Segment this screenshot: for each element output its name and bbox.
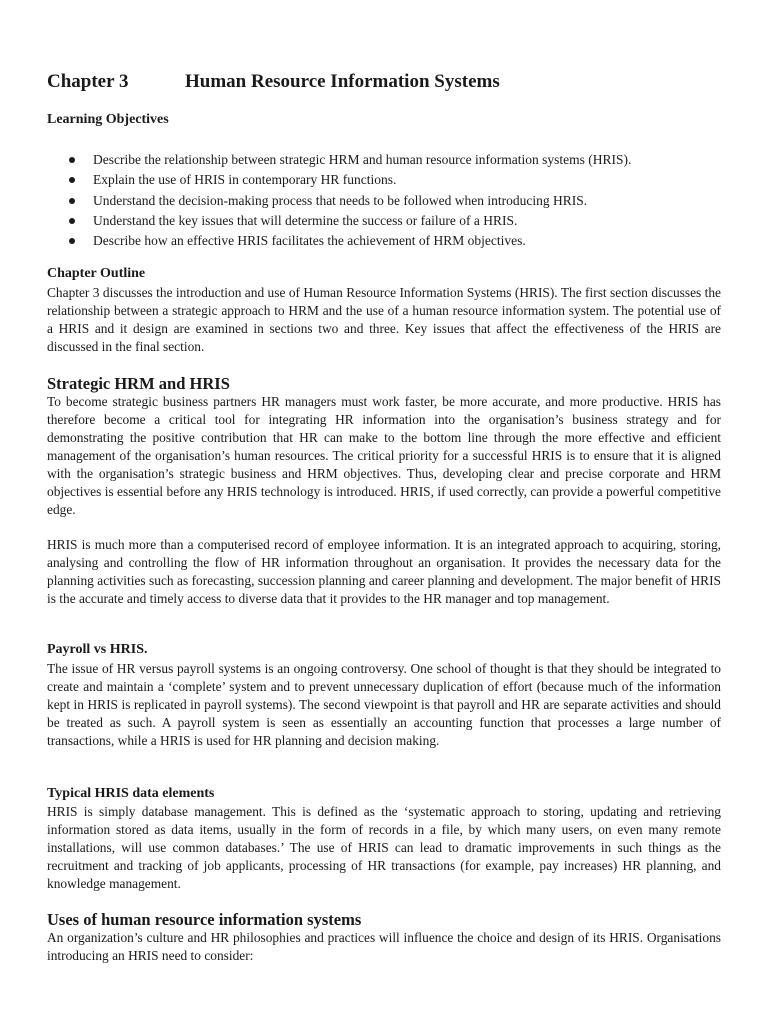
list-item: Describe how an effective HRIS facilitates the achievement of HRM objectives.	[47, 231, 631, 251]
list-item: Understand the decision-making process that needs to be followed when introducing HRIS.	[47, 191, 631, 211]
chapter-name: Human Resource Information Systems	[185, 71, 500, 92]
learning-objectives-list	[47, 150, 631, 251]
uses-heading: Uses of human resource information systems	[47, 910, 362, 929]
chapter-outline-text: Chapter 3 discusses the introduction and use of Human Resource Information Systems (HRIS). The first section discusses the relationship between a strategic approach to HRM and the use of a human resource information system. The potential use of a HRIS and it design are examined in sections two and three. Key issues that affect the effectiveness of the HRIS are discussed in the final section.	[47, 285, 721, 354]
payroll-heading: Payroll vs HRIS.	[47, 642, 148, 657]
bullet-icon	[69, 238, 75, 244]
uses-text: An organization’s culture and HR philosophies and practices will influence the choice and design of its HRIS. Organisations introducing an HRIS need to consider:	[47, 930, 721, 963]
data-elements-heading: Typical HRIS data elements	[47, 786, 215, 801]
bullet-icon	[69, 177, 75, 183]
data-elements-text: HRIS is simply database management. This is defined as the ‘systematic approach to storing, updating and retrieving information stored as data items, usually in the form of records in a file, by which many users, on even many remote installations, will use common databases.’ The use of HRIS can lead to dramatic improvements in such things as the recruitment and tracking of job applicants, processing of HR transactions (for example, pay increases) HR planning, and knowledge management.	[47, 804, 721, 891]
list-item: Understand the key issues that will determine the success or failure of a HRIS.	[47, 211, 631, 231]
chapter-number: Chapter 3	[47, 71, 129, 92]
strategic-hrm-paragraph-2: HRIS is much more than a computerised record of employee information. It is an integrated approach to acquiring, storing, analysing and controlling the flow of HR information throughout an organisation. It provides the necessary data for the planning activities such as forecasting, succession planning and career planning and development. The major benefit of HRIS is the accurate and timely access to diverse data that it provides to the HR manager and top management.	[47, 537, 721, 606]
bullet-icon	[69, 157, 75, 163]
bullet-icon	[69, 218, 75, 224]
learning-objectives-heading: Learning Objectives	[47, 112, 169, 127]
strategic-hrm-heading: Strategic HRM and HRIS	[47, 374, 230, 393]
chapter-outline-heading: Chapter Outline	[47, 266, 146, 281]
chapter-title	[47, 71, 500, 93]
payroll-text: The issue of HR versus payroll systems is an ongoing controversy. One school of thought is that they should be integrated to create and maintain a ‘complete’ system and to prevent unnecessary duplication of effort (because much of the information kept in HRIS is replicated in payroll systems). The second viewpoint is that payroll and HR are separate activities and should be treated as such. A payroll system is seen as essentially an accounting function that processes a large number of transactions, while a HRIS is used for HR planning and decision making.	[47, 661, 721, 748]
list-item: Describe the relationship between strategic HRM and human resource information systems (HRIS).	[47, 150, 631, 170]
bullet-icon	[69, 198, 75, 204]
list-item: Explain the use of HRIS in contemporary HR functions.	[47, 170, 631, 190]
strategic-hrm-paragraph-1: To become strategic business partners HR managers must work faster, be more accurate, and more productive. HRIS has therefore become a critical tool for integrating HR information into the organisation’s business strategy and for demonstrating the positive contribution that HR can make to the bottom line through the more effective and efficient management of the organisation’s human resources. The critical priority for a successful HRIS is to ensure that it is aligned with the organisation’s strategic business and HRM objectives. Thus, developing clear and precise corporate and HRM objectives is essential before any HRIS technology is introduced. HRIS, if used correctly, can provide a powerful competitive edge.	[47, 394, 721, 517]
